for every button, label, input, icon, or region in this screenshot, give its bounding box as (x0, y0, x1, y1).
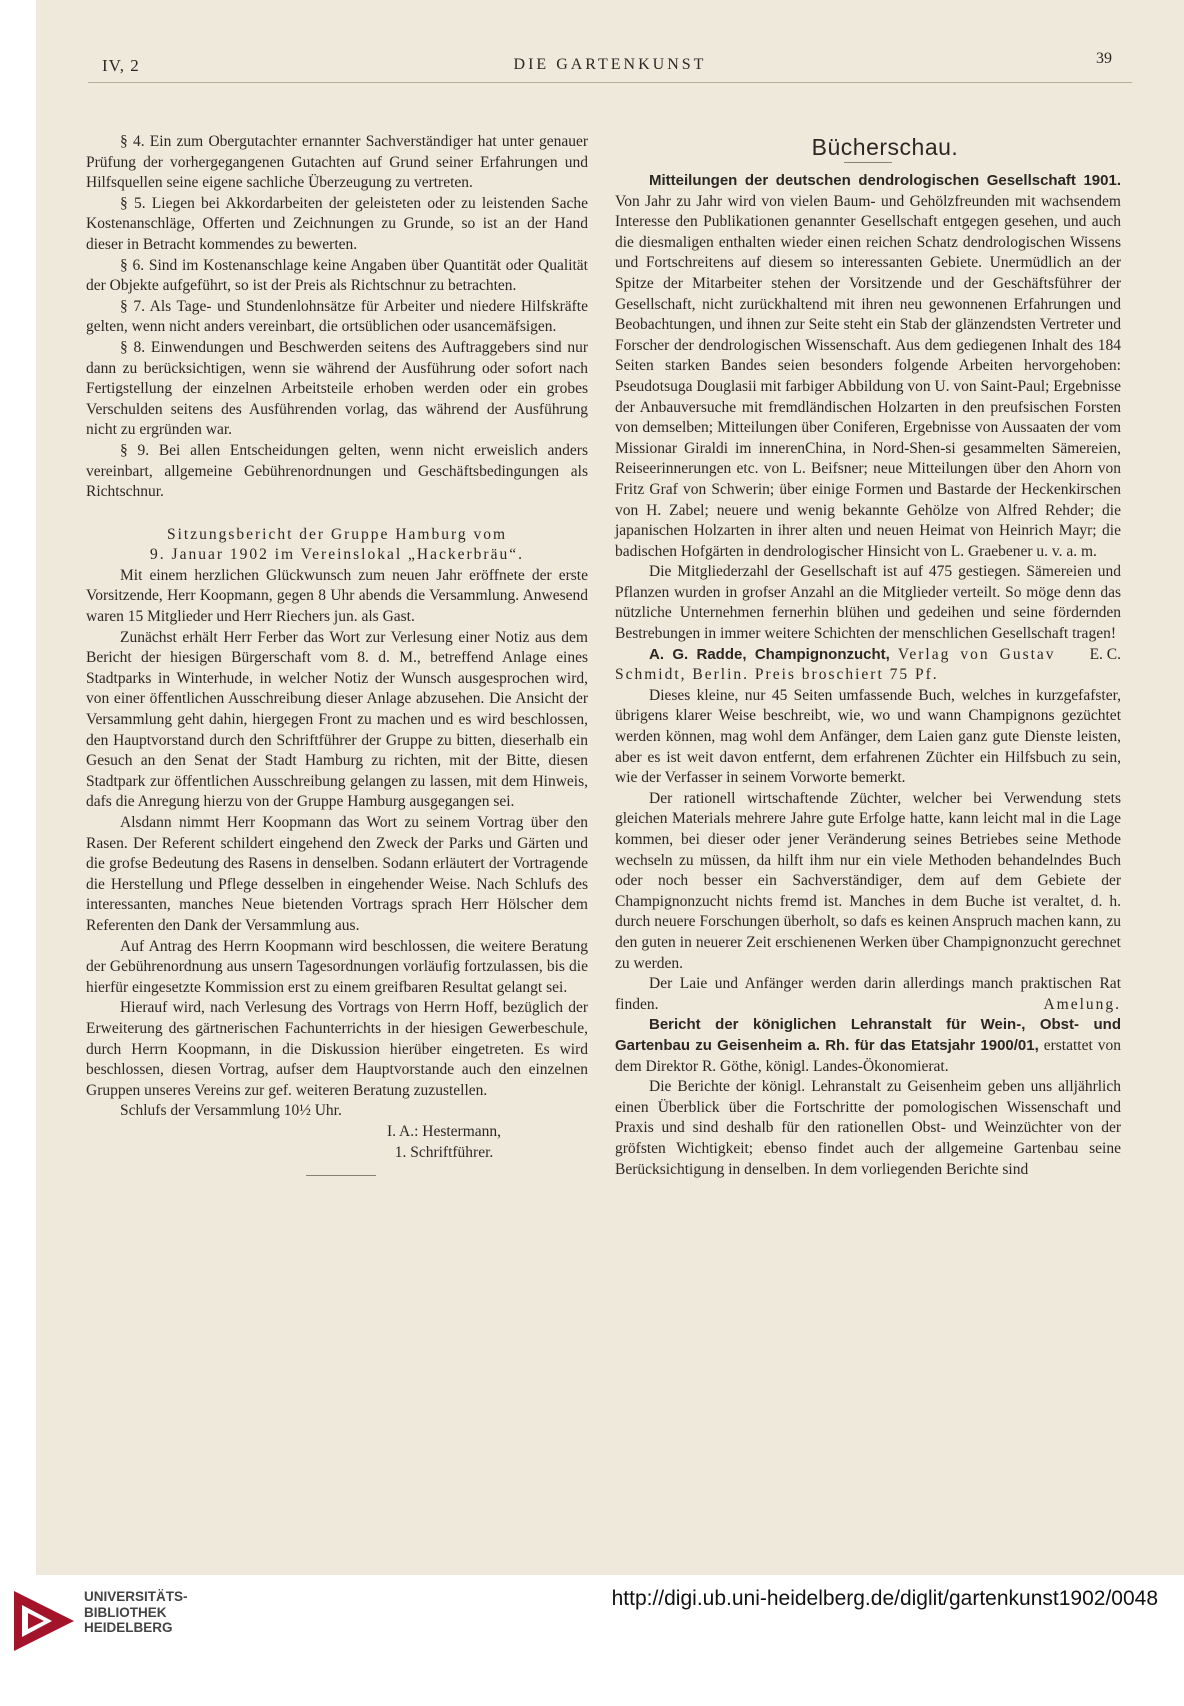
page-header (88, 50, 1132, 83)
paragraph-s7: § 7. Als Tage- und Stundenlohnsätze für Arbeiter und niedere Hilfskräfte gelten, wenn nicht anders vereinbart, die ortsüblichen oder usancemäfsigen. (86, 297, 588, 336)
report-paragraph: Auf Antrag des Herrn Koopmann wird beschlossen, die weitere Beratung der Gebührenordnung aus unsern Tagesordnungen vorläufig fortzulassen, bis die hierfür eingesetzte Kommission erst zu einem greifbaren Resultat gelangt sei. (86, 937, 588, 996)
paragraph-s8: § 8. Einwendungen und Beschwerden seitens des Auftraggebers sind nur dann zu berücksichtigen, wenn sie während der Ausführung oder sofort nach Fertigstellung der einzelnen Arbeitsteile erhoben werden oder ein grobes Verschulden seitens des Ausführenden vorlag, das während der Ausführung nicht zu ergründen war. (86, 338, 588, 439)
review-1-text: Von Jahr zu Jahr wird von vielen Baum- und Gehölzfreunden mit wachsendem Interesse den Publikationen genannter Gesellschaft entgegen gesehen, und auch die diesmaligen enthalten wieder einen reichen Schatz dendrologischen Wissens und Fortschreitens auf diesem so interessanten Gebiete. Unermüdlich an der Spitze der Mitarbeiter stehen der Vorsitzende und der Geschäftsführer der Gesellschaft, nicht zurückhaltend mit ihren neu gewonnenen Erfahrungen und Beobachtungen, und ihnen zur Seite steht ein Stab der glänzendsten Vertreter und Forscher der dendrologischen Wissenschaft. Aus dem gediegenen Inhalt des 184 Seiten starken Bandes seien besonders folgende Arbeiten hervorgehoben: Pseudotsuga Douglasii mit farbiger Abbildung von U. von Saint-Paul; Ergebnisse der Anbauversuche mit fremdländischen Holzarten in den preufsischen Forsten von demselben; Mitteilungen über Coniferen, Ergebnisse von Aussaaten der vom Missionar Giraldi im innerenChina, in Nord-Shen-si gesammelten Sämereien, Reiseerinnerungen etc. von L. Beifsner; neue Mitteilungen über den Ahorn von Fritz Graf von Schwerin; über einige Formen und Bastarde der Heckenkirschen von H. Zabel; neuere und wenig bekannte Gehölze von Alfred Rehder; die japanischen Holzarten in ihrer alten und neuen Heimat von Heinrich Mayr; die badischen Hofgärten in dendrologischer Hinsicht von L. Graebener u. v. a. m. (615, 192, 1122, 560)
review-1 (615, 171, 1121, 562)
signature-line2: 1. Schriftführer. (394, 1143, 494, 1161)
library-name-line3: HEIDELBERG (84, 1620, 173, 1635)
section-title: Bücherschau. (811, 134, 959, 160)
report-heading-line1: Sitzungsbericht der Gruppe Hamburg vom (166, 525, 508, 543)
paragraph-s5: § 5. Liegen bei Akkordarbeiten der geleisteten oder zu leistenden Sache Kostenanschläge, Offerten und Zeichnungen zu Grunde, so ist an der Hand dieser in Betracht kommendes zu bewerten. (86, 194, 588, 253)
review-2-paragraph-last: Der Laie und Anfänger werden darin allerdings manch praktischen Rat finden. Amelung. (615, 974, 1121, 1015)
page-number: 39 (1096, 50, 1112, 67)
review-2 (615, 645, 1121, 686)
review-2-paragraph: Der rationell wirtschaftende Züchter, welcher bei Verwendung stets gleichen Materials mehrere Jahre gute Erfolge hatte, kann leicht mal in die Lage kommen, bei dieser oder jener Veränderung seines Betriebes seine Methode wechseln zu müssen, da hilft ihm nur ein viele Methoden behandelndes Buch oder noch besser ein Sachverständiger, dem auf dem Gebiete der Champignonzucht nichts fremd ist. Manches in dem Buche ist veraltet, d. h. durch neuere Forschungen überholt, so dafs es keinen Anspruch machen kann, zu den guten in neuerer Zeit erschienenen Werken über Champignonzucht gerechnet zu werden. (615, 789, 1121, 972)
report-paragraph: Alsdann nimmt Herr Koopmann das Wort zu seinem Vortrag über den Rasen. Der Referent schildert eingehend den Zweck der Parks und Gärten und die grofse Bedeutung des Rasens in denselben. Sodann erläutert der Vortragende die Herstellung und Pflege desselben in eingehender Weise. Nach Schlufs des interessanten, manches Neue bietenden Vortrags sprach Herr Hölscher dem Referenten den Dank der Versammlung aus. (86, 814, 588, 934)
end-rule (306, 1175, 376, 1176)
volume-label: IV, 2 (102, 56, 140, 75)
library-name-line1: UNIVERSITÄTS- (84, 1589, 188, 1604)
review-3-intro: erstattet von dem Direktor R. Göthe, königl. Landes-Ökonomierat. (615, 1036, 1121, 1075)
review-3-title: Bericht der königlichen Lehranstalt für Wein-, Obst- und Gartenbau zu Geisenheim a. Rh. für das Etatsjahr 1900/01, (615, 1016, 1121, 1054)
university-logo-icon (14, 1591, 74, 1651)
review-2-paragraph: Dieses kleine, nur 45 Seiten umfassende Buch, welches in kurzgefafster, übrigens klarer Weise beschreibt, wie, wo und wann Champignons gezüchtet werden können, mag wohl dem Anfänger, dem Laien ganz gute Dienste leisten, aber es ist weit davon entfernt, dem erfahrenen Züchter ein Hilfsbuch zu sein, wie der Verfasser in seinem Vorworte bemerkt. (615, 686, 1121, 787)
library-name-line2: BIBLIOTHEK (84, 1604, 167, 1620)
title-rule (844, 162, 892, 163)
review-1-continued: Die Mitgliederzahl der Gesellschaft ist auf 475 gestiegen. Sämereien und Pflanzen wurden in grofser Anzahl an die Mitglieder verteilt. So möge denn das nützliche Unternehmen fernerhin blühen und gedeihen und seine fördernden Bestrebungen in immer weitere Schichten der menschlichen Gesellschaft tragen! E. C. (615, 562, 1121, 644)
paragraph-s4: § 4. Ein zum Obergutachter ernannter Sachverständiger hat unter genauer Prüfung der vorhergegangenen Gutachten auf Grund seiner Erfahrungen und Hilfsquellen seine eigene sachliche Überzeugung zu vertreten. (86, 133, 588, 192)
review-1-title: Mitteilungen der deutschen dendrologischen Gesellschaft 1901. (649, 172, 1121, 189)
report-heading-line2: 9. Januar 1902 im Vereinslokal „Hackerbräu“. (150, 546, 524, 564)
source-url-link[interactable]: http://digi.ub.uni-heidelberg.de/diglit/gartenkunst1902/0048 (611, 1587, 1158, 1610)
review-1-signature: E. C. (1089, 645, 1121, 663)
paragraph-s6: § 6. Sind im Kostenanschlage keine Angaben über Quantität oder Qualität der Objekte aufgeführt, so ist der Preis als Richtschnur zu betrachten. (86, 256, 588, 295)
review-3 (615, 1015, 1121, 1077)
paragraph-s9: § 9. Bei allen Entscheidungen gelten, wenn nicht erweislich anders vereinbart, allgemeine Gebührenordnungen und Geschäftsbedingungen als Richtschnur. (86, 441, 588, 501)
review-3-paragraph: Die Berichte der königl. Lehranstalt zu Geisenheim geben uns alljährlich einen Überblick über die Fortschritte der pomologischen Wissenschaft und Praxis und sind deshalb für den rationellen Obst- und Weinzüchter von der gröfsten Wichtigkeit; ebenso findet auch der allgemeine Gartenbau seine Berücksichtigung in denselben. In dem vorliegenden Berichte sind (615, 1078, 1121, 1178)
left-column (86, 132, 588, 1176)
review-2-signature: Amelung. (1043, 995, 1121, 1013)
report-paragraph: Hierauf wird, nach Verlesung des Vortrags von Herrn Hoff, bezüglich der Erweiterung des gärtnerischen Fachunterrichts in der hiesigen Gewerbeschule, durch Herrn Koopmann, in die Diskussion hierüber eingetreten. Es wird beschlossen, diesen Vortrag, aufser dem Hauptvorstande auch den einzelnen Gruppen unseres Vereins zur gef. weiteren Beratung zuzustellen. (86, 999, 588, 1099)
journal-title: DIE GARTENKUNST (513, 56, 707, 73)
report-paragraph: Zunächst erhält Herr Ferber das Wort zur Verlesung einer Notiz aus dem Bericht der hiesigen Bürgerschaft vom 8. d. M., betreffend Anlage eines Stadtparks in Winterhude, in welcher Notiz der Wunsch ausgesprochen wird, von einer öffentlichen Ausschreibung dieser Anlage abzusehen. Die Ansicht der Versammlung geht dahin, hiergegen Front zu machen und es wird beschlossen, den Hauptvorstand durch den Schriftführer der Gruppe zu bitten, dieserhalb ein Gesuch an den Senat der Stadt Hamburg zu richten, mit der Bitte, diesen Stadtpark zur öffentlichen Ausschreibung gelangen zu lassen, mit dem Hinweis, dafs die Anregung hierzu von der Gruppe Hamburg ausgegangen sei. (86, 628, 588, 811)
right-column (615, 132, 1121, 1180)
signature-line1: I. A.: Hestermann, (386, 1122, 502, 1140)
report-paragraph: Schlufs der Versammlung 10½ Uhr. (120, 1102, 342, 1120)
review-2-publisher: Verlag von Gustav Schmidt, Berlin. Preis broschiert 75 Pf. (615, 645, 1056, 684)
report-paragraph: Mit einem herzlichen Glückwunsch zum neuen Jahr eröffnete der erste Vorsitzende, Herr Koopmann, gegen 8 Uhr abends die Versammlung. Anwesend waren 15 Mitglieder und Herr Riechers jun. als Gast. (86, 566, 588, 626)
library-name (84, 1589, 188, 1636)
footer-bar (0, 1575, 1184, 1706)
review-2-title: A. G. Radde, Champignonzucht, (649, 645, 890, 663)
